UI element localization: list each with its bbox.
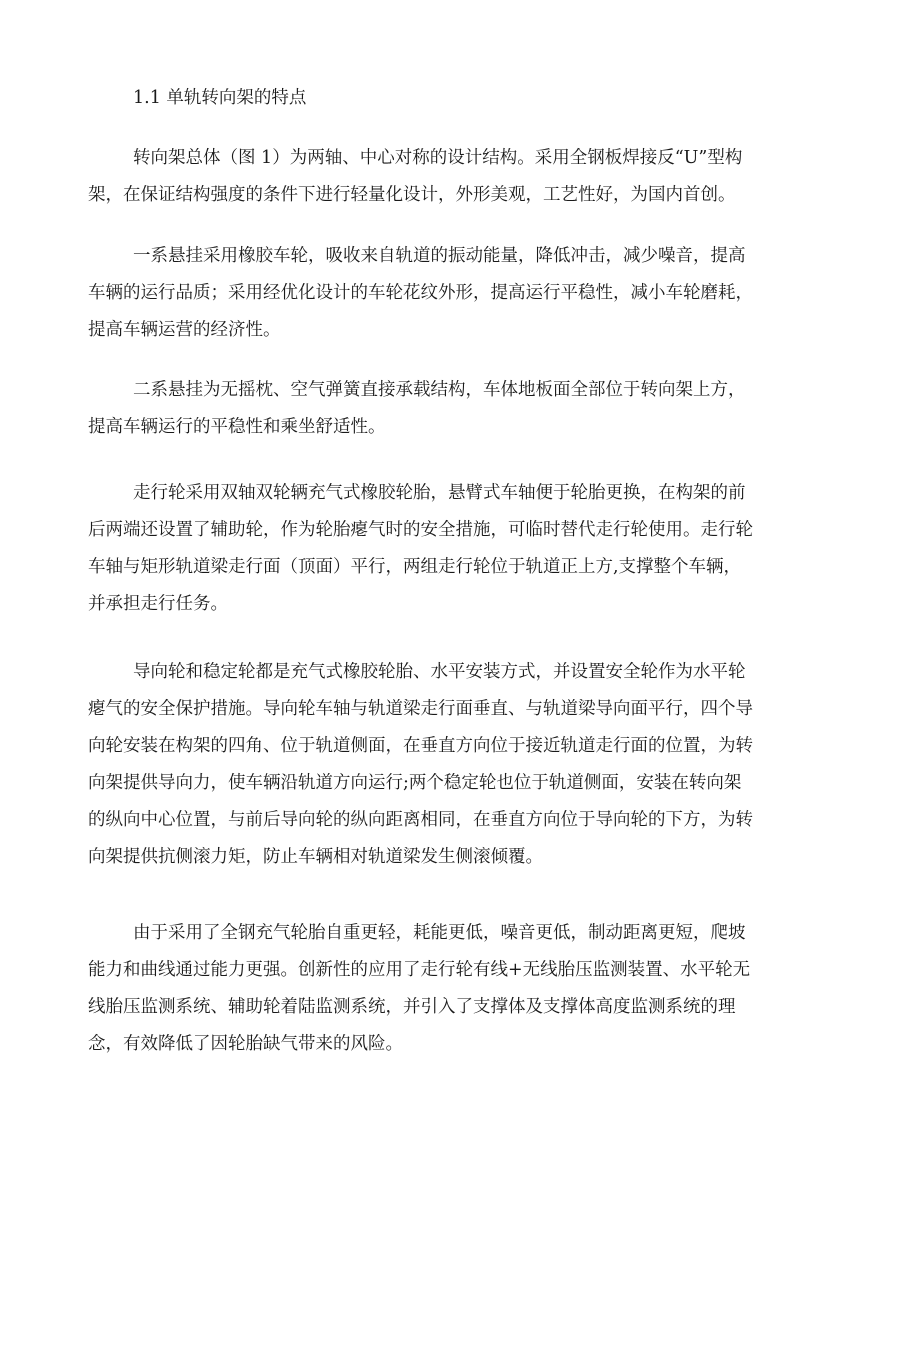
- paragraph-bogie-overview: [88, 140, 843, 214]
- text-line: 向架提供抗侧滚力矩，防止车辆相对轨道梁发生侧滚倾覆。: [88, 847, 543, 867]
- paragraph-primary-suspension: [88, 238, 843, 349]
- paragraph-running-wheels: [88, 475, 843, 623]
- text-line: 转向架总体（图 1）为两轴、中心对称的设计结构。采用全钢板焊接反“U”型构: [133, 148, 743, 168]
- paragraph-secondary-suspension: [88, 372, 843, 446]
- text-line: 提高车辆运行的平稳性和乘坐舒适性。: [88, 417, 386, 437]
- text-line: 后两端还设置了辅助轮，作为轮胎瘪气时的安全措施，可临时替代走行轮使用。走行轮: [88, 520, 753, 540]
- text-line: 车辆的运行品质；采用经优化设计的车轮花纹外形，提高运行平稳性，减小车轮磨耗，: [88, 283, 753, 303]
- text-line: 车轴与矩形轨道梁走行面（顶面）平行，两组走行轮位于轨道正上方,支撑整个车辆，: [88, 557, 742, 577]
- text-line: 走行轮采用双轴双轮辆充气式橡胶轮胎，悬臂式车轴便于轮胎更换，在构架的前: [133, 483, 746, 503]
- text-line: 瘪气的安全保护措施。导向轮车轴与轨道梁走行面垂直、与轨道梁导向面平行，四个导: [88, 699, 753, 719]
- text-line: 向架提供导向力，使车辆沿轨道方向运行;两个稳定轮也位于轨道侧面，安装在转向架: [88, 773, 742, 793]
- text-line: 一系悬挂采用橡胶车轮，吸收来自轨道的振动能量，降低冲击，减少噪音，提高: [133, 246, 746, 266]
- text-line: 提高车辆运营的经济性。: [88, 320, 281, 340]
- paragraph-advantages-innovation: [88, 915, 843, 1063]
- text-line: 并承担走行任务。: [88, 594, 228, 614]
- section-heading: 1.1 单轨转向架的特点: [133, 88, 307, 108]
- text-line: 导向轮和稳定轮都是充气式橡胶轮胎、水平安装方式，并设置安全轮作为水平轮: [133, 662, 746, 682]
- paragraph-guide-stabilizing-wheels: [88, 654, 843, 876]
- text-line: 念，有效降低了因轮胎缺气带来的风险。: [88, 1034, 403, 1054]
- text-line: 向轮安装在构架的四角、位于轨道侧面，在垂直方向位于接近轨道走行面的位置，为转: [88, 736, 753, 756]
- text-line: 的纵向中心位置，与前后导向轮的纵向距离相同，在垂直方向位于导向轮的下方，为转: [88, 810, 753, 830]
- text-line: 架，在保证结构强度的条件下进行轻量化设计，外形美观，工艺性好，为国内首创。: [88, 185, 736, 205]
- text-line: 二系悬挂为无摇枕、空气弹簧直接承载结构，车体地板面全部位于转向架上方，: [133, 380, 746, 400]
- text-line: 线胎压监测系统、辅助轮着陆监测系统，并引入了支撑体及支撑体高度监测系统的理: [88, 997, 736, 1017]
- text-line: 由于采用了全钢充气轮胎自重更轻，耗能更低，噪音更低，制动距离更短，爬坡: [133, 923, 746, 943]
- text-line: 能力和曲线通过能力更强。创新性的应用了走行轮有线+无线胎压监测装置、水平轮无: [88, 960, 751, 980]
